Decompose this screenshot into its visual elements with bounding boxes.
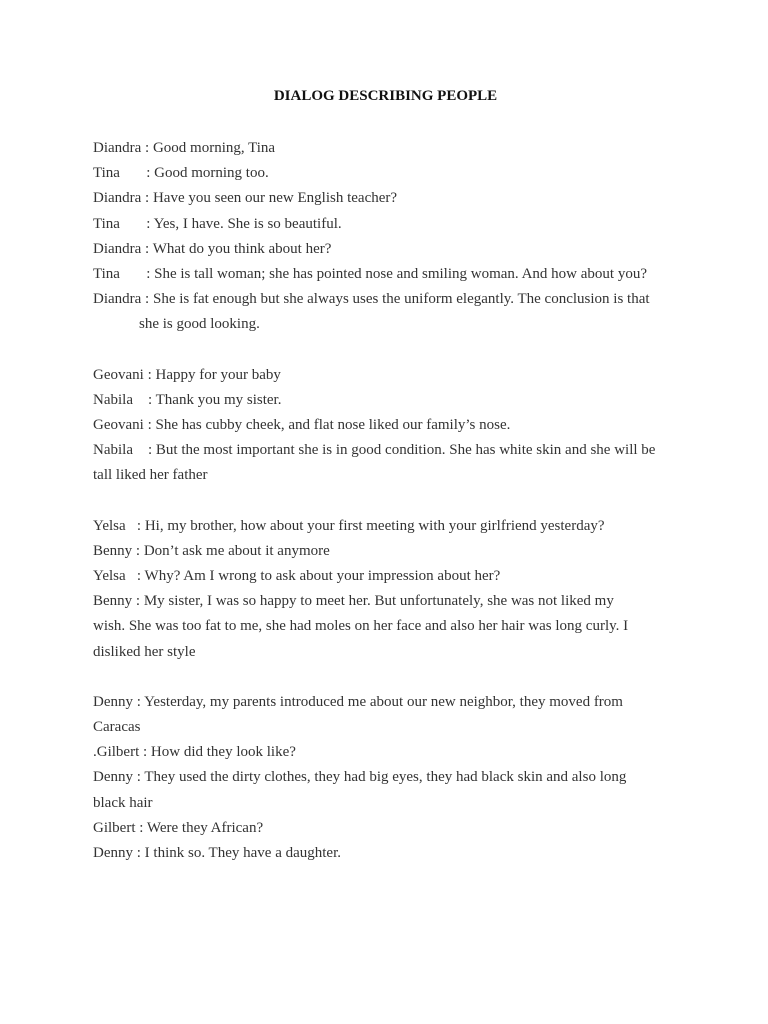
dialog-line: Denny : Yesterday, my parents introduced me about our new neighbor, they moved from xyxy=(93,693,623,710)
dialog-line-continuation: she is good looking. xyxy=(139,316,260,333)
dialog-line: Diandra : Have you seen our new English teacher? xyxy=(93,190,398,207)
dialog-line: black hair xyxy=(93,794,153,811)
dialog-1 xyxy=(93,136,678,338)
dialog-line: Benny : Don’t ask me about it anymore xyxy=(93,542,330,559)
dialog-line: Denny : I think so. They have a daughter. xyxy=(93,845,341,862)
dialog-line: wish. She was too fat to me, she had moles on her face and also her hair was long curly. I xyxy=(93,618,629,635)
document-title: DIALOG DESCRIBING PEOPLE xyxy=(273,88,498,104)
dialog-line: Diandra : What do you think about her? xyxy=(93,240,332,257)
dialog-line: tall liked her father xyxy=(93,467,208,484)
dialog-line: disliked her style xyxy=(93,643,196,660)
dialog-3 xyxy=(93,514,678,665)
dialog-line: Benny : My sister, I was so happy to meet her. But unfortunately, she was not liked my xyxy=(93,593,614,610)
document-page xyxy=(93,86,678,891)
dialog-line: Gilbert : Were they African? xyxy=(93,819,264,836)
dialog-4 xyxy=(93,690,678,866)
dialog-line: Caracas xyxy=(93,719,141,736)
dialog-line: Diandra : Good morning, Tina xyxy=(93,140,276,156)
dialog-line: Diandra : She is fat enough but she always uses the uniform elegantly. The conclusion is that xyxy=(93,291,650,308)
dialog-line: Yelsa : Why? Am I wrong to ask about your impression about her? xyxy=(93,568,501,585)
dialog-line: Tina : Yes, I have. She is so beautiful. xyxy=(93,215,342,232)
dialog-line: Tina : Good morning too. xyxy=(93,165,269,182)
dialog-line: Nabila : Thank you my sister. xyxy=(93,391,282,408)
dialog-2 xyxy=(93,363,678,489)
dialog-line: .Gilbert : How did they look like? xyxy=(93,744,296,761)
dialog-line: Yelsa : Hi, my brother, how about your first meeting with your girlfriend yesterday? xyxy=(93,517,605,534)
dialog-line: Nabila : But the most important she is in good condition. She has white skin and she will be xyxy=(93,442,656,459)
dialog-line: Denny : They used the dirty clothes, they had big eyes, they had black skin and also long xyxy=(93,769,627,786)
dialog-line: Geovani : Happy for your baby xyxy=(93,366,281,383)
dialog-line: Tina : She is tall woman; she has pointed nose and smiling woman. And how about you? xyxy=(93,266,647,283)
dialog-line: Geovani : She has cubby cheek, and flat nose liked our family’s nose. xyxy=(93,417,511,434)
